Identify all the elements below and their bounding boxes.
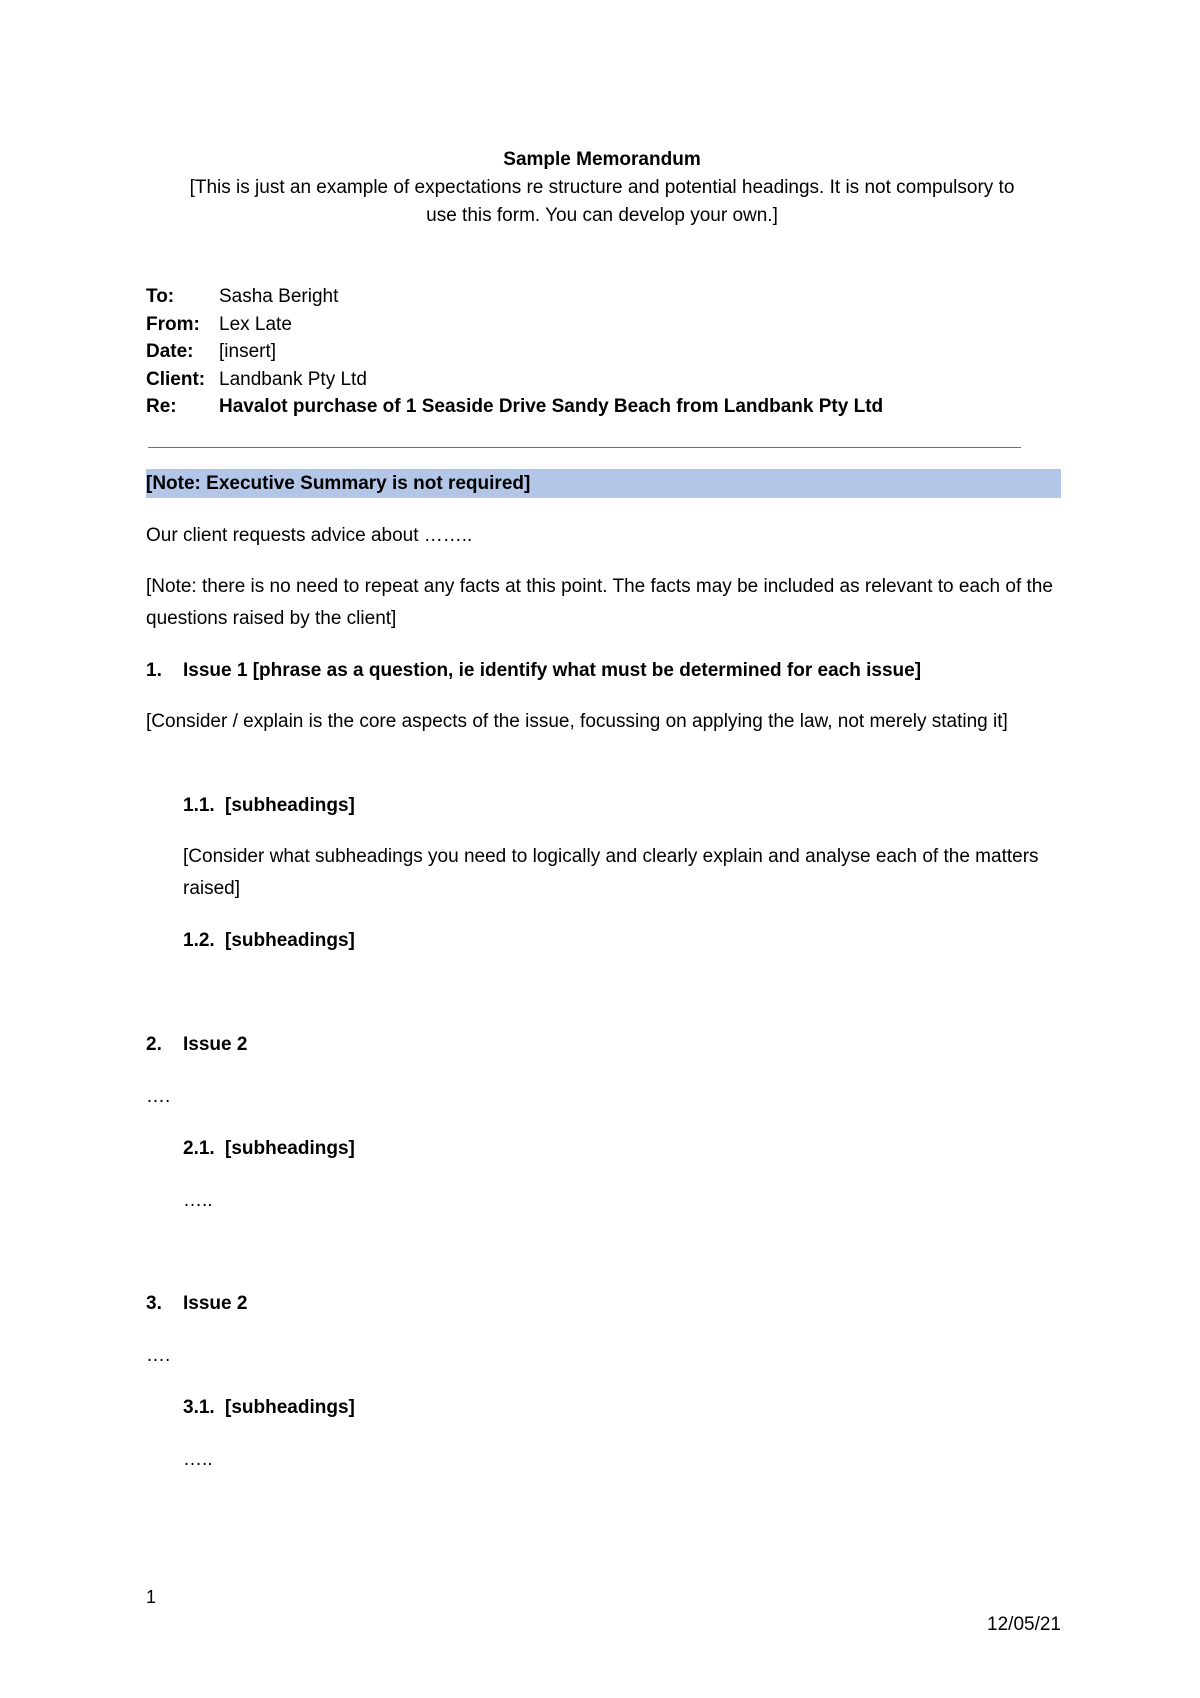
meta-date-value: [insert] (219, 341, 277, 362)
memo-subtitle-line1: [This is just an example of expectations re structure and potential headings. It is not compulsory to (189, 177, 1015, 198)
meta-row-to (146, 283, 1058, 311)
memo-subtitle-line2: use this form. You can develop your own.] (426, 205, 778, 226)
subheading-3-1 (183, 1392, 1061, 1424)
subheading-3-1-text: ….. (183, 1449, 213, 1470)
issue-2-text: …. (146, 1086, 171, 1107)
divider-rule (148, 447, 1021, 448)
subheading-1-1 (183, 790, 1061, 822)
subheading-2-1-text: ….. (183, 1190, 213, 1211)
memo-title: Sample Memorandum (503, 149, 701, 170)
subheading-1-2-number: 1.2. (183, 930, 215, 951)
issue-3-heading (146, 1288, 1061, 1320)
issue-2-number: 2. (146, 1034, 162, 1055)
meta-client-value: Landbank Pty Ltd (219, 368, 367, 390)
meta-re-value: Havalot purchase of 1 Seaside Drive Sandy Beach from Landbank Pty Ltd (219, 396, 884, 417)
meta-row-from (146, 311, 1058, 339)
meta-to-label: To: (146, 286, 175, 307)
page-number: 1 (146, 1587, 157, 1607)
issue-1-heading (146, 655, 1061, 687)
subheading-3-1-title: [subheadings] (225, 1397, 355, 1418)
exec-summary-note: [Note: Executive Summary is not required] (146, 469, 1061, 498)
memo-meta-block (146, 283, 1058, 421)
memo-subtitle (146, 174, 1058, 230)
meta-row-re (146, 393, 1058, 421)
issue-2-title: Issue 2 (183, 1034, 248, 1055)
meta-row-date (146, 338, 1058, 366)
meta-to-value: Sasha Beright (219, 286, 339, 307)
footer-date: 12/05/21 (987, 1614, 1061, 1635)
meta-date-label: Date: (146, 341, 194, 362)
issue-1-number: 1. (146, 660, 162, 681)
subheading-2-1-number: 2.1. (183, 1138, 215, 1159)
subheading-1-1-text: [Consider what subheadings you need to logically and clearly explain and analyse each of the matters raised] (183, 846, 1039, 899)
issue-3-text: …. (146, 1345, 171, 1366)
issue-1-text: [Consider / explain is the core aspects of the issue, focussing on applying the law, not merely stating it] (146, 711, 1008, 732)
issue-2-heading (146, 1029, 1061, 1061)
facts-note-paragraph: [Note: there is no need to repeat any facts at this point. The facts may be included as relevant to each of the questions raised by the client] (146, 576, 1053, 629)
meta-from-label: From: (146, 313, 200, 335)
meta-row-client (146, 366, 1058, 394)
subheading-1-1-number: 1.1. (183, 795, 215, 816)
intro-paragraph: Our client requests advice about …….. (146, 525, 473, 546)
meta-re-label: Re: (146, 396, 177, 417)
subheading-2-1-title: [subheadings] (225, 1138, 355, 1159)
subheading-1-2-title: [subheadings] (225, 930, 355, 951)
meta-from-value: Lex Late (219, 313, 292, 335)
subheading-3-1-number: 3.1. (183, 1397, 215, 1418)
issue-3-number: 3. (146, 1293, 162, 1314)
meta-client-label: Client: (146, 368, 206, 390)
subheading-1-2 (183, 925, 1061, 957)
subheading-1-1-title: [subheadings] (225, 795, 355, 816)
issue-1-title: Issue 1 [phrase as a question, ie identify what must be determined for each issue] (183, 660, 922, 681)
subheading-2-1 (183, 1133, 1061, 1165)
issue-3-title: Issue 2 (183, 1293, 248, 1314)
